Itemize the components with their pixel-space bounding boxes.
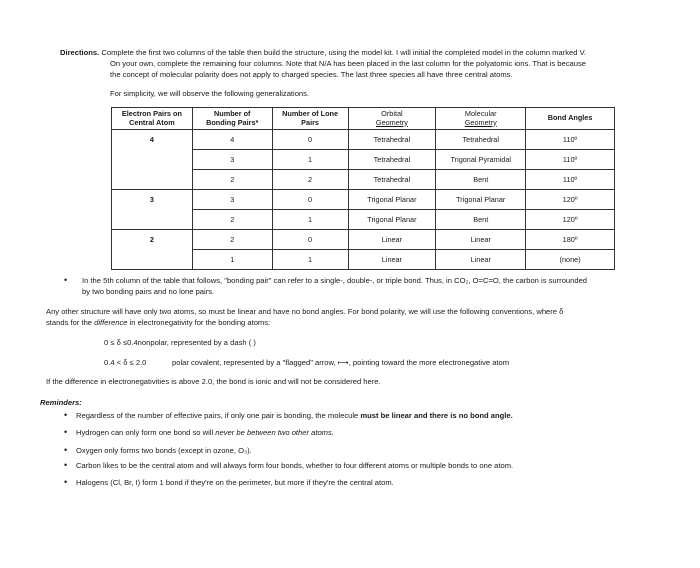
cell-molecular-geometry: Linear xyxy=(436,230,526,250)
cell-molecular-geometry: Bent xyxy=(436,170,526,190)
ionic-note: If the difference in electronegativities is above 2.0, the bond is ionic and will not be considered here. xyxy=(46,377,381,386)
cell-lone-pairs: 2 xyxy=(272,170,348,190)
bullet-icon: • xyxy=(64,275,68,285)
directions-line3: the concept of molecular polarity does not apply to charged species. The last three species all have three central atoms. xyxy=(110,70,513,79)
cell-orbital-geometry: Linear xyxy=(348,230,436,250)
reminder-item: Regardless of the number of effective pairs, if only one pair is bonding, the molecule must be linear and there is no bond angle. xyxy=(76,411,513,420)
table-row xyxy=(112,250,615,270)
header-electron-pairs: Electron Pairs on Central Atom xyxy=(112,108,193,130)
cell-lone-pairs: 0 xyxy=(272,190,348,210)
header-bonding-pairs: Number of Bonding Pairs* xyxy=(192,108,272,130)
header-orbital-geometry: Orbital Geometry xyxy=(348,108,436,130)
cell-orbital-geometry: Trigonal Planar xyxy=(348,190,436,210)
directions-line4: For simplicity, we will observe the following generalizations. xyxy=(110,89,310,98)
polarity-rule-polar-range: 0.4 < δ ≤ 2.0 xyxy=(104,358,147,367)
cell-bonding-pairs: 2 xyxy=(192,230,272,250)
cell-orbital-geometry: Linear xyxy=(348,250,436,270)
cell-electron-pairs: 4 xyxy=(112,130,193,150)
table-row xyxy=(112,170,615,190)
cell-electron-pairs xyxy=(112,170,193,190)
cell-electron-pairs: 2 xyxy=(112,230,193,250)
bullet-icon: • xyxy=(64,410,68,420)
header-molecular-geometry: Molecular Geometry xyxy=(436,108,526,130)
note-line1: In the 5th column of the table that follows, "bonding pair" can refer to a single-, double-, or triple bond. Thus, in CO₂, O=C=O, the carbon is surrounded xyxy=(82,276,588,285)
cell-bonding-pairs: 3 xyxy=(192,190,272,210)
cell-electron-pairs xyxy=(112,250,193,270)
directions-text-1: Complete the first two columns of the table then build the structure, using the model kit. I will initial the completed model in the column marked V. xyxy=(101,48,587,57)
reminder-item: Halogens (Cl, Br, I) form 1 bond if they're on the perimeter, but more if they're the central atom. xyxy=(76,478,394,487)
cell-orbital-geometry: Tetrahedral xyxy=(348,170,436,190)
cell-bonding-pairs: 2 xyxy=(192,210,272,230)
header-bond-angles: Bond Angles xyxy=(526,108,615,130)
cell-lone-pairs: 0 xyxy=(272,230,348,250)
polarity-rule-nonpolar: 0 ≤ δ ≤0.4nonpolar, represented by a dash ( ) xyxy=(104,338,256,347)
vsepr-table xyxy=(111,107,615,270)
table-row xyxy=(112,230,615,250)
cell-bond-angle: 110º xyxy=(526,170,615,190)
note-line2: by two bonding pairs and no lone pairs. xyxy=(82,287,215,296)
directions-line1 xyxy=(60,48,586,57)
cell-orbital-geometry: Trigonal Planar xyxy=(348,210,436,230)
polarity-line1: Any other structure will have only two atoms, so must be linear and have no bond angles. For bond polarity, we will use the following conventions, where δ xyxy=(46,307,564,316)
cell-bond-angle: 180º xyxy=(526,230,615,250)
bullet-icon: • xyxy=(64,427,68,437)
table-row xyxy=(112,190,615,210)
polarity-line2: stands for the difference in electronegativity for the bonding atoms: xyxy=(46,318,271,327)
cell-bond-angle: 110º xyxy=(526,130,615,150)
bullet-icon: • xyxy=(64,477,68,487)
polarity-rule-polar-desc: polar covalent, represented by a "flagged" arrow, ⟼, pointing toward the more electronegative atom xyxy=(172,358,510,367)
cell-lone-pairs: 1 xyxy=(272,250,348,270)
cell-molecular-geometry: Trigonal Planar xyxy=(436,190,526,210)
cell-molecular-geometry: Bent xyxy=(436,210,526,230)
cell-bond-angle: 110º xyxy=(526,150,615,170)
table-row xyxy=(112,150,615,170)
reminder-item: Carbon likes to be the central atom and will always form four bonds, whether to four different atoms or multiple bonds to one atom. xyxy=(76,461,514,470)
header-lone-pairs: Number of Lone Pairs xyxy=(272,108,348,130)
table-row xyxy=(112,130,615,150)
bullet-icon: • xyxy=(64,445,68,455)
cell-molecular-geometry: Tetrahedral xyxy=(436,130,526,150)
cell-orbital-geometry: Tetrahedral xyxy=(348,150,436,170)
bullet-icon: • xyxy=(64,460,68,470)
cell-electron-pairs xyxy=(112,150,193,170)
cell-bond-angle: (none) xyxy=(526,250,615,270)
cell-lone-pairs: 0 xyxy=(272,130,348,150)
cell-orbital-geometry: Tetrahedral xyxy=(348,130,436,150)
directions-line2: On your own, complete the remaining four columns. Note that N/A has been placed in the last column for the polyatomic ions. That is because xyxy=(110,59,586,68)
cell-molecular-geometry: Linear xyxy=(436,250,526,270)
directions-label: Directions. xyxy=(60,48,100,57)
cell-electron-pairs xyxy=(112,210,193,230)
cell-molecular-geometry: Trigonal Pyramidal xyxy=(436,150,526,170)
cell-bond-angle: 120º xyxy=(526,210,615,230)
cell-bonding-pairs: 4 xyxy=(192,130,272,150)
cell-lone-pairs: 1 xyxy=(272,210,348,230)
cell-bonding-pairs: 3 xyxy=(192,150,272,170)
table-row xyxy=(112,210,615,230)
reminders-title: Reminders: xyxy=(40,398,82,407)
table-header-row xyxy=(112,108,615,130)
reminder-item: Hydrogen can only form one bond so will never be between two other atoms. xyxy=(76,428,334,437)
cell-bonding-pairs: 2 xyxy=(192,170,272,190)
cell-bond-angle: 120º xyxy=(526,190,615,210)
cell-bonding-pairs: 1 xyxy=(192,250,272,270)
cell-lone-pairs: 1 xyxy=(272,150,348,170)
reminder-item: Oxygen only forms two bonds (except in ozone, O₃). xyxy=(76,446,252,455)
cell-electron-pairs: 3 xyxy=(112,190,193,210)
